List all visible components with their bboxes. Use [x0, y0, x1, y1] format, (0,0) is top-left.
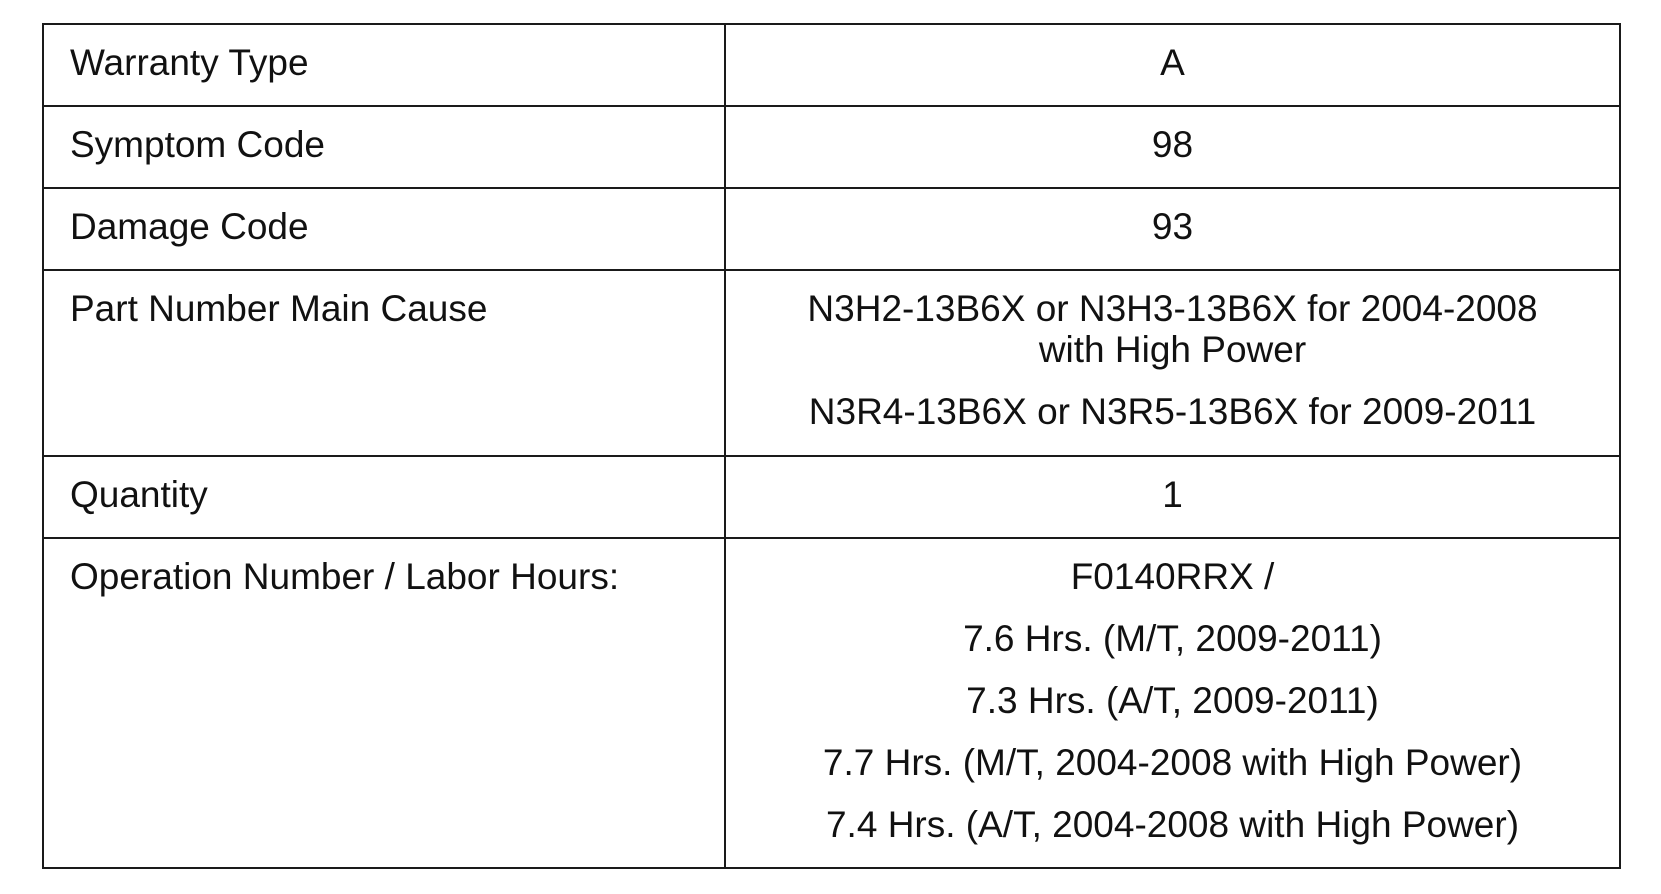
- value-line: 7.3 Hrs. (A/T, 2009-2011): [966, 680, 1379, 721]
- row-label: Operation Number / Labor Hours:: [43, 538, 725, 868]
- table-row: [43, 24, 1620, 106]
- value-line: 98: [1151, 124, 1194, 165]
- value-line: 7.4 Hrs. (A/T, 2004-2008 with High Power): [825, 804, 1520, 845]
- table-row: [43, 270, 1620, 456]
- row-label: Warranty Type: [43, 24, 725, 106]
- table-row: [43, 106, 1620, 188]
- value-line: 1: [1162, 474, 1183, 515]
- row-value: [725, 456, 1620, 538]
- table-row: [43, 456, 1620, 538]
- row-value: [725, 538, 1620, 868]
- value-line: N3H2-13B6X or N3H3-13B6X for 2004-2008: [807, 288, 1538, 329]
- value-line: F0140RRX /: [1070, 556, 1275, 597]
- row-value: [725, 188, 1620, 270]
- row-label: Symptom Code: [43, 106, 725, 188]
- row-label: Damage Code: [43, 188, 725, 270]
- value-line: 7.7 Hrs. (M/T, 2004-2008 with High Power): [822, 742, 1523, 783]
- value-line: N3R4-13B6X or N3R5-13B6X for 2009-2011: [808, 391, 1537, 432]
- table-row: [43, 538, 1620, 868]
- value-line: 7.6 Hrs. (M/T, 2009-2011): [963, 618, 1382, 659]
- value-line: A: [1160, 42, 1185, 83]
- value-line: 93: [1151, 206, 1194, 247]
- value-line: with High Power: [1038, 329, 1307, 370]
- warranty-table: [42, 23, 1621, 869]
- row-value: [725, 106, 1620, 188]
- row-label: Quantity: [43, 456, 725, 538]
- table-row: [43, 188, 1620, 270]
- row-value: [725, 270, 1620, 456]
- row-label: Part Number Main Cause: [43, 270, 725, 456]
- row-value: [725, 24, 1620, 106]
